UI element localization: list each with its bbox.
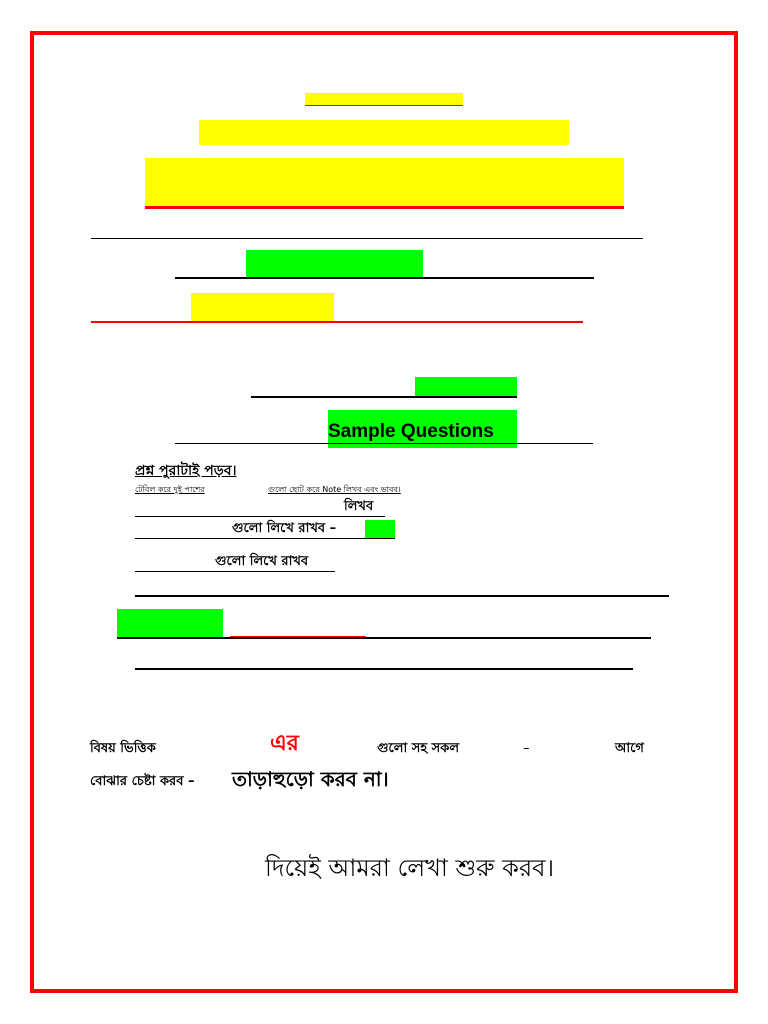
yellow-highlight-4: [191, 293, 334, 322]
closing-line: দিয়েই আমরা লেখা শুরু করব।: [265, 854, 555, 882]
green-highlight-1: [246, 250, 423, 278]
divider-line-4: [175, 443, 593, 444]
write-down-line-2: [135, 571, 335, 572]
title-highlight-1: [305, 93, 463, 105]
instruction-table-note-left: টেবিল করে দুই পাশের: [135, 485, 205, 494]
sample-heading: Sample Questions: [328, 421, 494, 442]
topic-dash: –: [523, 741, 530, 756]
instruction-read-question: প্রশ্ন পুরাটাই পড়ব।: [135, 463, 237, 479]
title-highlight-2: [199, 120, 569, 145]
divider-line-6: [117, 637, 651, 639]
topic-before: আগে: [615, 741, 644, 756]
topic-subject-based: বিষয় ভিত্তিক: [90, 741, 156, 756]
divider-line-1: [91, 238, 643, 239]
instruction-write-down-1: গুলো লিখে রাখব –: [232, 521, 337, 536]
title-underline-3: [145, 206, 624, 209]
title-highlight-3: [145, 158, 624, 206]
red-divider-line: [91, 321, 583, 323]
understand-try: বোঝার চেষ্টা করব –: [90, 774, 195, 789]
green-highlight-3: [365, 520, 395, 538]
understand-no-hurry: তাড়াহুড়ো করব না।: [232, 767, 389, 791]
divider-line-5: [135, 595, 669, 597]
write-line: [135, 516, 385, 517]
divider-line-2: [175, 277, 594, 279]
instruction-write-down-2: গুলো লিখে রাখব: [215, 554, 309, 569]
write-down-line-1: [135, 538, 395, 539]
divider-line-7: [135, 668, 633, 670]
green-highlight-2: [415, 377, 517, 397]
divider-line-3: [251, 396, 517, 398]
instruction-table-note-right: গুলো ছোট করে Note লিখব এবং ভাবব।: [268, 485, 401, 494]
title-underline-1: [305, 105, 463, 106]
green-highlight-4: [117, 609, 223, 637]
instruction-write: লিখব: [344, 499, 374, 514]
topic-of: এর: [270, 731, 299, 756]
topic-all-with: গুলো সহ সকল: [377, 741, 460, 756]
